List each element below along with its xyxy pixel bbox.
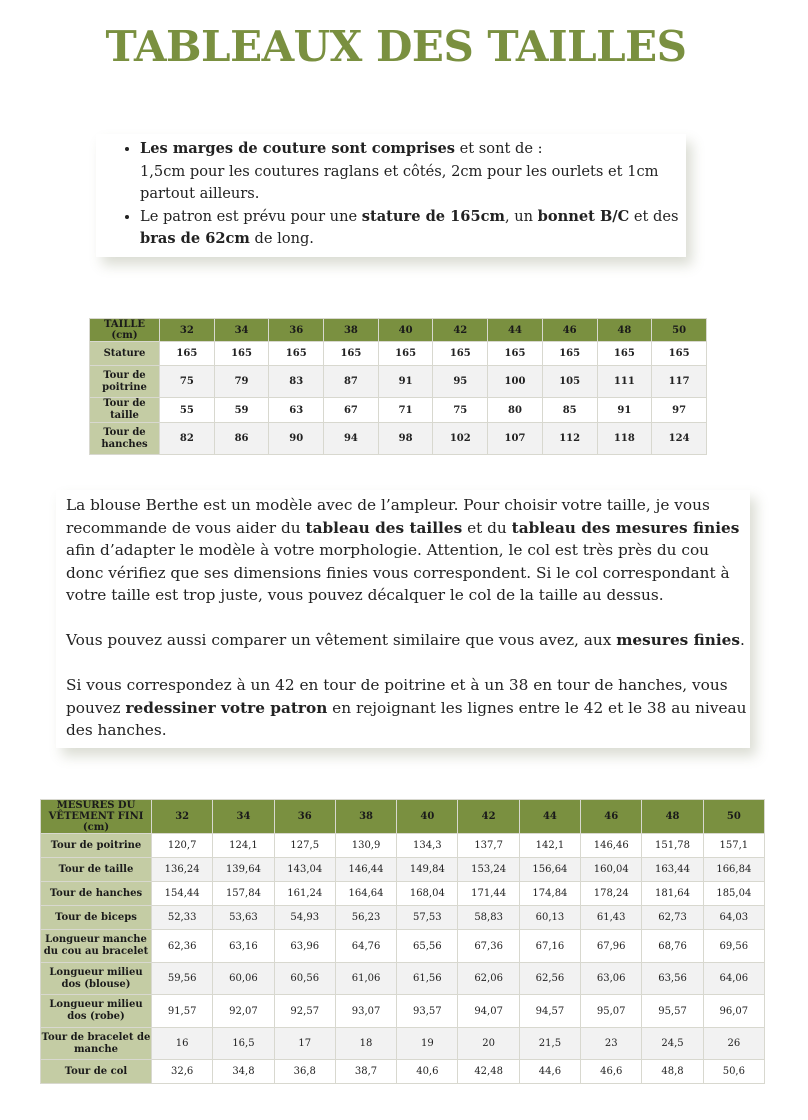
table-row: [41, 995, 765, 1028]
table-row: [41, 858, 765, 882]
note-basis-arms: bras de 62cm: [140, 230, 250, 247]
size-header-row: [90, 319, 707, 342]
table-cell: 111: [597, 366, 652, 398]
table-cell: 146,44: [335, 858, 396, 882]
table-cell: 62,73: [642, 906, 703, 930]
table-cell: 64,03: [703, 906, 764, 930]
table-cell: 63: [269, 398, 324, 423]
size-column-header: 44: [488, 319, 543, 342]
size-column-header: 50: [703, 800, 764, 834]
table-cell: 156,64: [519, 858, 580, 882]
advice-text: afin d’adapter le modèle à votre morphologie. Attention, le col est très près du cou donc vérifiez que ses dimensions finies vous correspondent. Si le col correspondant à votre taille est trop juste, vous pouvez décalquer le col de la taille au dessus.: [66, 541, 730, 604]
table-cell: 153,24: [458, 858, 519, 882]
table-cell: 60,06: [213, 963, 274, 995]
table-cell: 67: [324, 398, 379, 423]
table-cell: 92,07: [213, 995, 274, 1028]
table-cell: 160,04: [581, 858, 642, 882]
table-cell: 18: [335, 1028, 396, 1060]
table-cell: 100: [488, 366, 543, 398]
table-cell: 185,04: [703, 882, 764, 906]
row-label: Tour de taille: [41, 858, 152, 882]
table-cell: 95,57: [642, 995, 703, 1028]
table-cell: 165: [214, 342, 269, 366]
table-cell: 95,07: [581, 995, 642, 1028]
table-cell: 63,06: [581, 963, 642, 995]
table-cell: 154,44: [152, 882, 213, 906]
row-label: Tour de col: [41, 1060, 152, 1084]
table-cell: 136,24: [152, 858, 213, 882]
table-cell: 95: [433, 366, 488, 398]
row-label: Tour de taille: [90, 398, 160, 423]
table-cell: 24,5: [642, 1028, 703, 1060]
table-cell: 96,07: [703, 995, 764, 1028]
table-cell: 87: [324, 366, 379, 398]
note-basis-text: Le patron est prévu pour une: [140, 207, 362, 225]
size-column-header: 38: [335, 800, 396, 834]
table-cell: 93,07: [335, 995, 396, 1028]
table-cell: 105: [542, 366, 597, 398]
table-cell: 171,44: [458, 882, 519, 906]
note-seam-strong: Les marges de couture sont comprises: [140, 140, 456, 157]
finished-measurements-table: [40, 799, 765, 1084]
table-cell: 134,3: [397, 834, 458, 858]
table-cell: 61,56: [397, 963, 458, 995]
table-row: [90, 366, 707, 398]
table-cell: 67,96: [581, 930, 642, 963]
table-cell: 53,63: [213, 906, 274, 930]
table-cell: 91: [378, 366, 433, 398]
table-cell: 40,6: [397, 1060, 458, 1084]
table-cell: 165: [652, 342, 707, 366]
table-cell: 165: [488, 342, 543, 366]
size-column-header: 40: [378, 319, 433, 342]
table-cell: 71: [378, 398, 433, 423]
size-column-header: 32: [152, 800, 213, 834]
advice-paragraph-1: [66, 494, 750, 607]
table-cell: 157,84: [213, 882, 274, 906]
table-cell: 107: [488, 423, 543, 455]
table-cell: 102: [433, 423, 488, 455]
seam-allowance-notes: [96, 134, 686, 257]
table-cell: 165: [269, 342, 324, 366]
table-cell: 91: [597, 398, 652, 423]
page-title: TABLEAUX DES TAILLES: [105, 22, 687, 71]
advice-paragraph-2: [66, 629, 750, 652]
note-basis-text: de long.: [249, 230, 314, 247]
table-cell: 94,07: [458, 995, 519, 1028]
table-cell: 61,43: [581, 906, 642, 930]
table-cell: 146,46: [581, 834, 642, 858]
table-cell: 157,1: [703, 834, 764, 858]
size-column-header: 38: [324, 319, 379, 342]
row-label: Tour de poitrine: [90, 366, 160, 398]
table-cell: 139,64: [213, 858, 274, 882]
table-cell: 86: [214, 423, 269, 455]
table-cell: 62,56: [519, 963, 580, 995]
size-column-header: 36: [274, 800, 335, 834]
table-cell: 178,24: [581, 882, 642, 906]
table-cell: 82: [160, 423, 215, 455]
table-cell: 124,1: [213, 834, 274, 858]
table-cell: 90: [269, 423, 324, 455]
table-cell: 130,9: [335, 834, 396, 858]
table-cell: 75: [160, 366, 215, 398]
size-column-header: 44: [519, 800, 580, 834]
table-cell: 142,1: [519, 834, 580, 858]
table-cell: 163,44: [642, 858, 703, 882]
size-column-header: 34: [214, 319, 269, 342]
table-cell: 17: [274, 1028, 335, 1060]
table-cell: 93,57: [397, 995, 458, 1028]
table-cell: 65,56: [397, 930, 458, 963]
advice-text: La blouse Berthe est un modèle avec de l’ampleur. Pour choisir votre taille, je vous recommande de vous aider du: [66, 496, 710, 537]
table-cell: 69,56: [703, 930, 764, 963]
table-cell: 165: [542, 342, 597, 366]
table-cell: 64,06: [703, 963, 764, 995]
table-cell: 60,56: [274, 963, 335, 995]
row-label: Tour de hanches: [90, 423, 160, 455]
table-cell: 16,5: [213, 1028, 274, 1060]
note-seam-rest: et sont de :: [455, 140, 543, 157]
table-corner-header: TAILLE (cm): [90, 319, 160, 342]
table-cell: 80: [488, 398, 543, 423]
table-cell: 92,57: [274, 995, 335, 1028]
table-cell: 20: [458, 1028, 519, 1060]
advice-text: Si vous correspondez à un 42 en tour de poitrine et à un 38 en tour de hanches, vous pouvez: [66, 676, 728, 717]
table-cell: 137,7: [458, 834, 519, 858]
advice-text: Vous pouvez aussi comparer un vêtement similaire que vous avez, aux: [66, 631, 617, 649]
table-cell: 63,56: [642, 963, 703, 995]
table-cell: 19: [397, 1028, 458, 1060]
table-cell: 143,04: [274, 858, 335, 882]
advice-text: .: [740, 631, 745, 649]
size-chart-table: [89, 318, 707, 455]
finished-header-row: [41, 800, 765, 834]
table-cell: 56,23: [335, 906, 396, 930]
table-cell: 38,7: [335, 1060, 396, 1084]
table-cell: 16: [152, 1028, 213, 1060]
table-cell: 36,8: [274, 1060, 335, 1084]
table-cell: 117: [652, 366, 707, 398]
row-label: Tour de hanches: [41, 882, 152, 906]
table-cell: 34,8: [213, 1060, 274, 1084]
table-cell: 149,84: [397, 858, 458, 882]
size-column-header: 48: [597, 319, 652, 342]
size-column-header: 48: [642, 800, 703, 834]
table-cell: 59: [214, 398, 269, 423]
size-column-header: 50: [652, 319, 707, 342]
table-cell: 124: [652, 423, 707, 455]
table-cell: 94,57: [519, 995, 580, 1028]
notes-list: [96, 138, 686, 251]
table-cell: 48,8: [642, 1060, 703, 1084]
row-label: Longueur milieu dos (blouse): [41, 963, 152, 995]
table-cell: 174,84: [519, 882, 580, 906]
table-cell: 161,24: [274, 882, 335, 906]
table-cell: 67,36: [458, 930, 519, 963]
table-cell: 79: [214, 366, 269, 398]
table-cell: 26: [703, 1028, 764, 1060]
advice-strong: redessiner votre patron: [125, 698, 328, 717]
table-cell: 91,57: [152, 995, 213, 1028]
table-cell: 21,5: [519, 1028, 580, 1060]
table-cell: 60,13: [519, 906, 580, 930]
note-basis-cup: bonnet B/C: [537, 207, 630, 225]
note-seam-allowance: [140, 138, 686, 206]
size-column-header: 34: [213, 800, 274, 834]
size-column-header: 46: [581, 800, 642, 834]
table-cell: 52,33: [152, 906, 213, 930]
table-cell: 181,64: [642, 882, 703, 906]
note-pattern-basis: [140, 206, 686, 251]
table-cell: 63,16: [213, 930, 274, 963]
size-column-header: 32: [160, 319, 215, 342]
table-cell: 120,7: [152, 834, 213, 858]
table-cell: 64,76: [335, 930, 396, 963]
table-cell: 166,84: [703, 858, 764, 882]
table-row: [90, 342, 707, 366]
size-column-header: 46: [542, 319, 597, 342]
table-row: [41, 1060, 765, 1084]
table-cell: 23: [581, 1028, 642, 1060]
table-corner-header: MESURES DU VÊTEMENT FINI (cm): [41, 800, 152, 834]
table-cell: 46,6: [581, 1060, 642, 1084]
note-seam-detail: 1,5cm pour les coutures raglans et côtés, 2cm pour les ourlets et 1cm partout ailleurs.: [140, 162, 659, 202]
table-row: [41, 930, 765, 963]
size-column-header: 42: [433, 319, 488, 342]
table-cell: 61,06: [335, 963, 396, 995]
advice-strong: tableau des tailles: [305, 518, 463, 537]
note-basis-stature: stature de 165cm: [361, 207, 505, 225]
table-row: [41, 963, 765, 995]
table-cell: 165: [324, 342, 379, 366]
table-cell: 42,48: [458, 1060, 519, 1084]
table-cell: 97: [652, 398, 707, 423]
table-cell: 168,04: [397, 882, 458, 906]
table-cell: 127,5: [274, 834, 335, 858]
table-cell: 32,6: [152, 1060, 213, 1084]
advice-strong: tableau des mesures finies: [511, 518, 740, 537]
table-row: [41, 882, 765, 906]
table-cell: 98: [378, 423, 433, 455]
table-cell: 67,16: [519, 930, 580, 963]
size-column-header: 40: [397, 800, 458, 834]
table-cell: 112: [542, 423, 597, 455]
table-cell: 75: [433, 398, 488, 423]
row-label: Stature: [90, 342, 160, 366]
advice-strong: mesures finies: [616, 631, 741, 649]
table-cell: 68,76: [642, 930, 703, 963]
size-advice-text: [56, 490, 750, 748]
table-cell: 165: [160, 342, 215, 366]
row-label: Longueur milieu dos (robe): [41, 995, 152, 1028]
table-row: [41, 1028, 765, 1060]
table-cell: 57,53: [397, 906, 458, 930]
advice-text: en rejoignant les lignes entre le 42 et le 38 au niveau des hanches.: [66, 698, 747, 739]
table-row: [90, 423, 707, 455]
table-cell: 94: [324, 423, 379, 455]
table-cell: 50,6: [703, 1060, 764, 1084]
table-cell: 118: [597, 423, 652, 455]
table-cell: 164,64: [335, 882, 396, 906]
size-column-header: 42: [458, 800, 519, 834]
table-cell: 165: [378, 342, 433, 366]
table-cell: 62,36: [152, 930, 213, 963]
note-basis-text: , un: [504, 207, 538, 225]
table-row: [41, 906, 765, 930]
row-label: Tour de bracelet de manche: [41, 1028, 152, 1060]
table-cell: 151,78: [642, 834, 703, 858]
table-cell: 54,93: [274, 906, 335, 930]
row-label: Longueur manche du cou au bracelet: [41, 930, 152, 963]
size-column-header: 36: [269, 319, 324, 342]
table-row: [41, 834, 765, 858]
table-cell: 165: [597, 342, 652, 366]
table-cell: 55: [160, 398, 215, 423]
table-row: [90, 398, 707, 423]
note-basis-text: et des: [629, 207, 679, 225]
advice-text: et du: [462, 518, 512, 537]
advice-paragraph-3: [66, 674, 750, 742]
row-label: Tour de poitrine: [41, 834, 152, 858]
row-label: Tour de biceps: [41, 906, 152, 930]
table-cell: 44,6: [519, 1060, 580, 1084]
table-cell: 85: [542, 398, 597, 423]
table-cell: 58,83: [458, 906, 519, 930]
table-cell: 63,96: [274, 930, 335, 963]
table-cell: 165: [433, 342, 488, 366]
table-cell: 59,56: [152, 963, 213, 995]
table-cell: 62,06: [458, 963, 519, 995]
table-cell: 83: [269, 366, 324, 398]
